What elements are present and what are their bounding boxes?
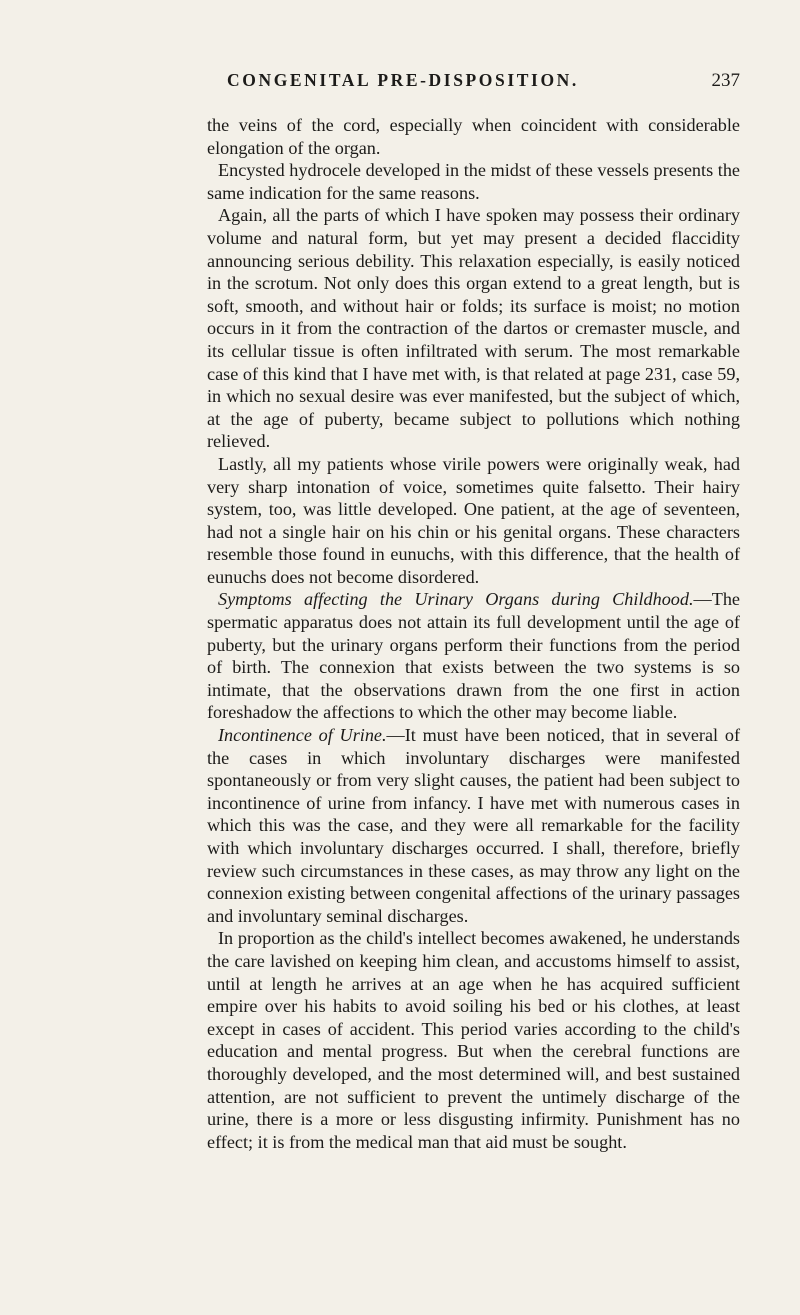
paragraph [207, 204, 740, 453]
paragraph-text: —The spermatic apparatus does not attain its full development until the age of puberty, but the urinary organs perform their functions from the period of birth. The connexion that exists between the two systems is so intimate, that the observations drawn from the one first in action foreshadow the affections to which the other may become liable. [207, 589, 740, 723]
running-title: CONGENITAL PRE-DISPOSITION. [227, 70, 579, 90]
paragraph-text: Encysted hydrocele developed in the midst of these vessels presents the same indication for the same reasons. [207, 160, 740, 203]
paragraph [207, 159, 740, 204]
paragraph-text: In proportion as the child's intellect becomes awakened, he understands the care lavished on keeping him clean, and accustoms himself to assist, until at length he arrives at an age when he has acquired sufficient empire over his habits to avoid soiling his bed or his clothes, at least except in cases of accident. This period varies according to the child's education and mental progress. But when the cerebral functions are thoroughly developed, and the most determined will, and best sustained attention, are not sufficient to prevent the untimely discharge of the urine, there is a more or less disgusting infirmity. Punishment has no effect; it is from the medical man that aid must be sought. [207, 928, 740, 1152]
paragraph [207, 927, 740, 1153]
paragraph-text: Again, all the parts of which I have spoken may possess their ordinary volume and natural form, but yet may present a decided flaccidity announcing serious debility. This relaxation especially, is easily noticed in the scrotum. Not only does this organ extend to a great length, but is soft, smooth, and without hair or folds; its surface is moist; no motion occurs in it from the contraction of the dartos or cremaster muscle, and its cellular tissue is often infiltrated with serum. The most remarkable case of this kind that I have met with, is that related at page 231, case 59, in which no sexual desire was ever manifested, but the subject of which, at the age of puberty, became subject to pollutions which nothing relieved. [207, 205, 740, 452]
paragraph-text: —It must have been noticed, that in several of the cases in which involuntary discharges were manifested spontaneously or from very slight causes, the patient had been subject to incontinence of urine from infancy. I have met with numerous cases in which this was the case, and they were all remarkable for the facility with which involuntary discharges occurred. I shall, therefore, briefly review such circumstances in these cases, as may throw any light on the connexion existing between congenital affections of the urinary passages and involuntary seminal discharges. [207, 725, 741, 926]
running-head [205, 70, 740, 96]
page-number: 237 [711, 70, 740, 91]
paragraph [207, 588, 740, 724]
paragraph [207, 114, 740, 159]
paragraph-text: Lastly, all my patients whose virile powers were originally weak, had very sharp intonation of voice, sometimes quite falsetto. Their hairy system, too, was little developed. One patient, at the age of seventeen, had not a single hair on his chin or his genital organs. These characters resemble those found in eunuchs, with this difference, that the health of eunuchs does not become disordered. [207, 453, 740, 587]
body-text [207, 114, 740, 1153]
section-heading: Symptoms affecting the Urinary Organs during Childhood. [218, 589, 694, 610]
section-heading: Incontinence of Urine. [218, 725, 387, 746]
paragraph [207, 724, 740, 927]
paragraph [207, 453, 740, 589]
paragraph-text: the veins of the cord, especially when coincident with considerable elongation of the organ. [207, 115, 740, 158]
